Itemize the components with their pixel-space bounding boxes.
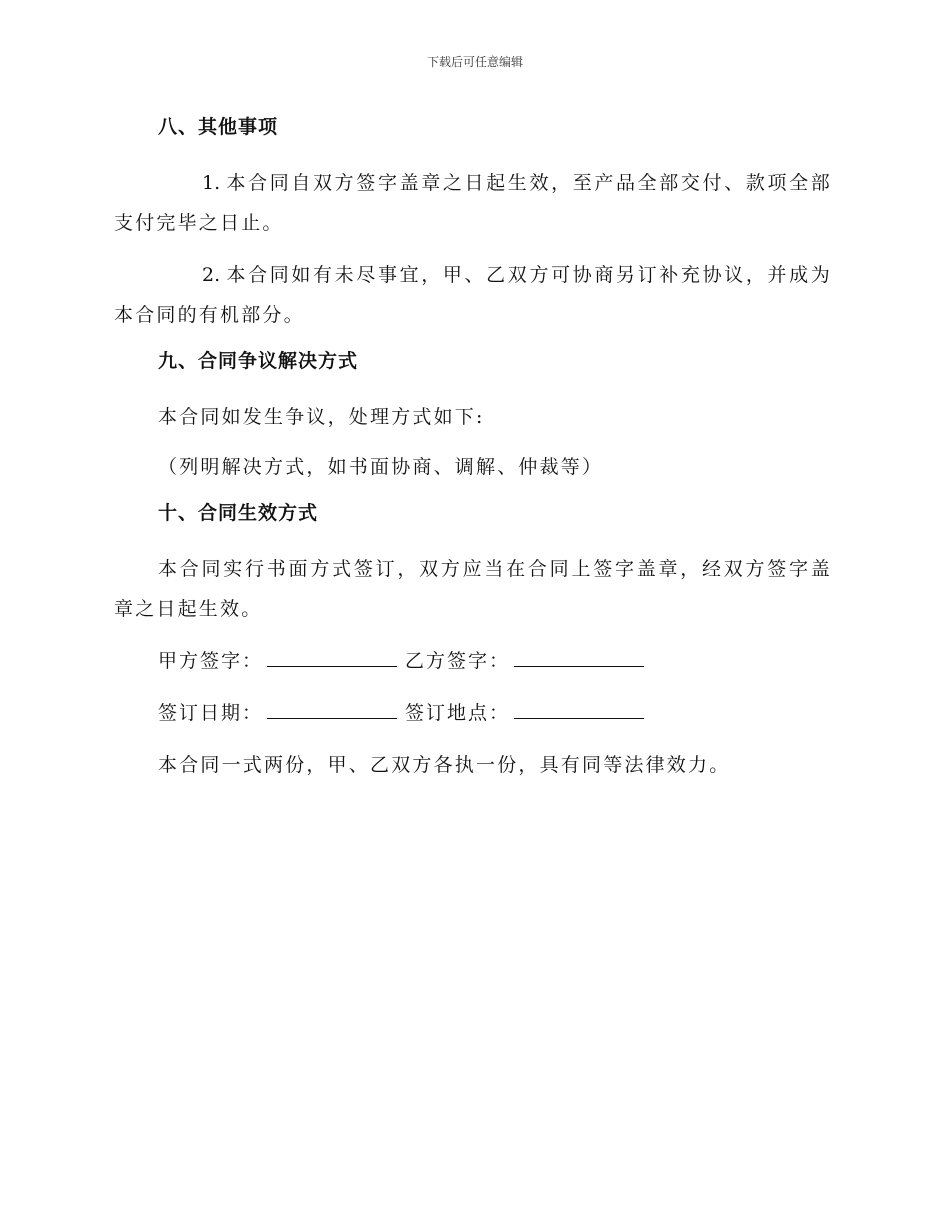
effectiveness-paragraph: 本合同实行书面方式签订，双方应当在合同上签字盖章，经双方签字盖章之日起生效。 [114, 558, 832, 620]
clause-text: 本合同如有未尽事宜，甲、乙双方可协商另订补充协议，并成为本合同的有机部分。 [114, 264, 832, 326]
clause-item-1 [114, 163, 832, 243]
sign-place-blank[interactable] [514, 696, 644, 719]
dispute-methods-paragraph: （列明解决方式，如书面协商、调解、仲裁等） [158, 456, 604, 478]
party-b-signature-blank[interactable] [514, 644, 644, 667]
clause-number: 2. [202, 264, 221, 286]
party-a-signature-blank[interactable] [267, 644, 397, 667]
section-heading-other-matters: 八、其他事项 [158, 116, 279, 138]
signature-row [114, 641, 832, 681]
section-heading-dispute-resolution: 九、合同争议解决方式 [158, 350, 359, 372]
date-place-row [114, 693, 832, 733]
sign-date-label: 签订日期： [158, 702, 264, 724]
section-heading-effectiveness: 十、合同生效方式 [158, 502, 319, 524]
clause-number: 1. [202, 172, 221, 194]
document-body [114, 113, 832, 797]
clause-item-2 [114, 255, 832, 335]
closing-paragraph: 本合同一式两份，甲、乙双方各执一份，具有同等法律效力。 [158, 754, 731, 776]
party-a-signature-label: 甲方签字： [158, 650, 264, 672]
clause-text: 本合同自双方签字盖章之日起生效，至产品全部交付、款项全部支付完毕之日止。 [114, 172, 832, 234]
party-b-signature-label: 乙方签字： [405, 650, 511, 672]
dispute-intro-paragraph: 本合同如发生争议，处理方式如下: [158, 406, 485, 428]
page-header: 下载后可任意编辑 [426, 55, 523, 69]
sign-place-label: 签订地点： [405, 702, 511, 724]
sign-date-blank[interactable] [267, 696, 397, 719]
